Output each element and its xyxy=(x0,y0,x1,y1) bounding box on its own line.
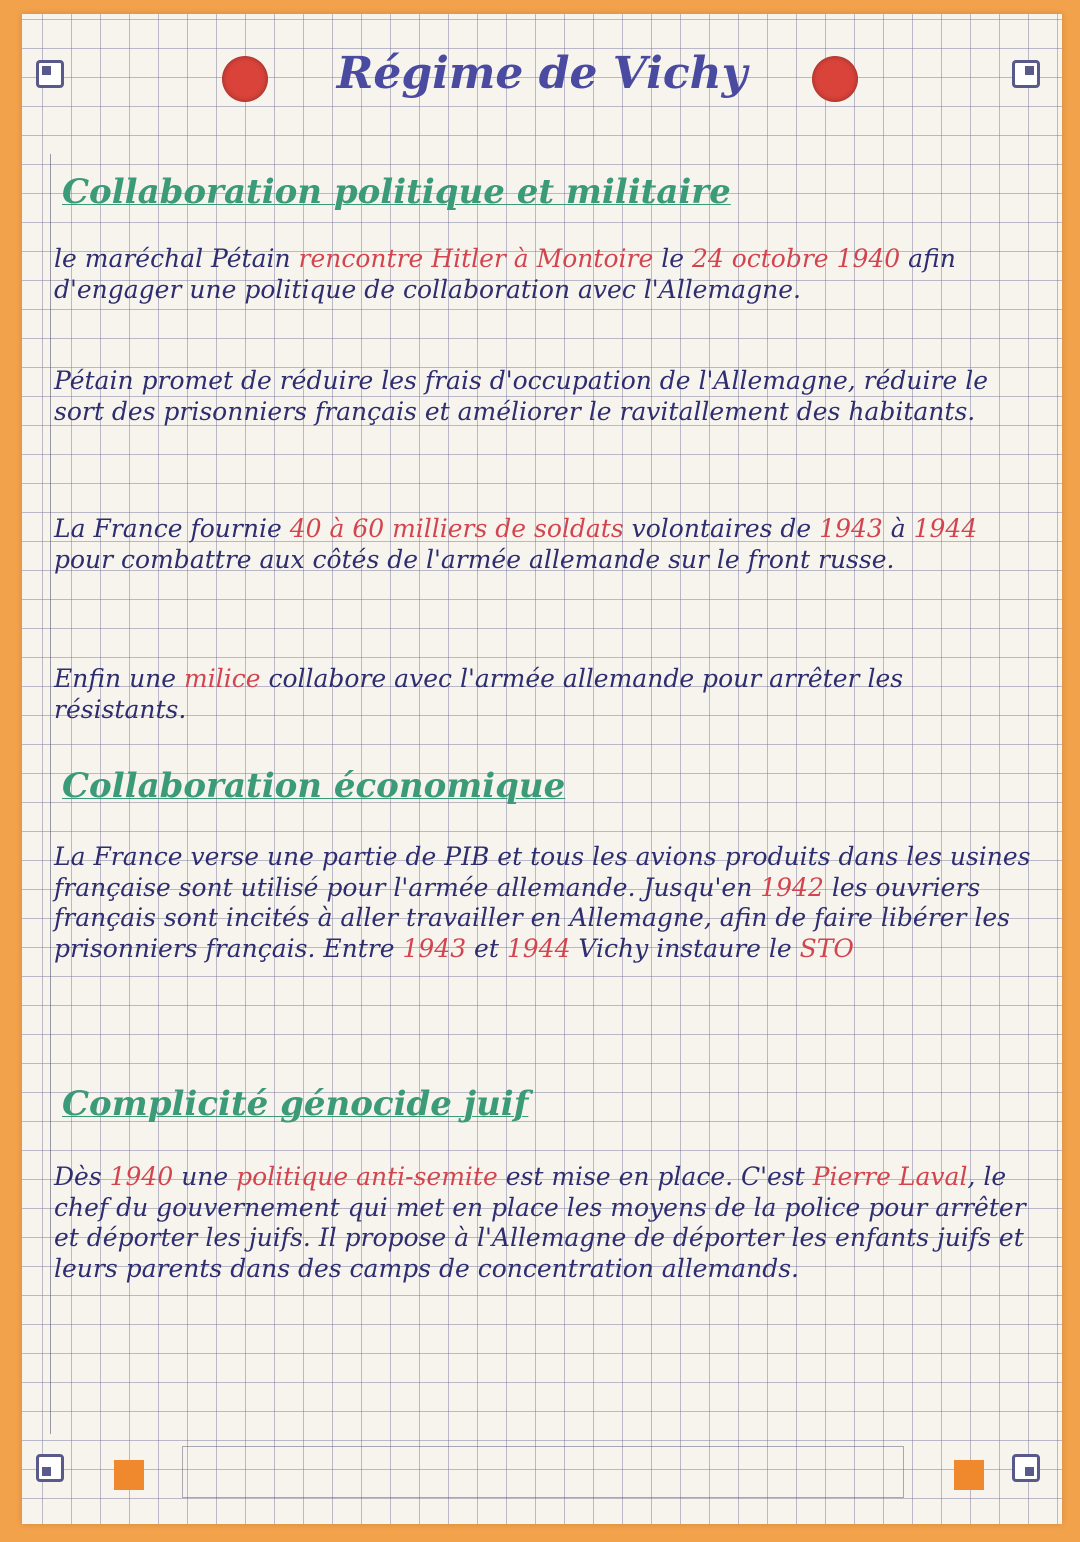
paragraph-soldats xyxy=(54,514,1039,575)
highlight-run: 1943 xyxy=(819,514,883,543)
text-run: le maréchal Pétain xyxy=(54,244,299,273)
punch-hole xyxy=(812,56,858,102)
corner-marker-icon xyxy=(1012,1454,1040,1482)
highlight-run: 1942 xyxy=(760,872,824,902)
highlight-run: 1944 xyxy=(913,514,978,543)
highlight-run: 40 à 60 milliers de soldats xyxy=(289,514,624,543)
section-heading-genocide: Complicité génocide juif xyxy=(62,1084,529,1124)
highlight-run: 1944 xyxy=(506,933,571,963)
text-run: Vichy instaure le xyxy=(570,933,800,963)
corner-marker-icon xyxy=(36,60,64,88)
highlight-run: 24 octobre 1940 xyxy=(691,244,901,273)
paragraph-promesses: Pétain promet de réduire les frais d'occupation de l'Allemagne, réduire le sort des prisonniers français et améliorer le ravitallement des habitants. xyxy=(54,366,988,426)
paragraph-milice xyxy=(54,664,1039,725)
text-run: , le chef du gouvernement qui met en place les moyens de la police pour arrêter et déporter les juifs. Il propose à l'Allemagne de déporter les enfants juifs et leurs parents dans des camps de concentration allemands. xyxy=(54,1162,1026,1283)
notebook-page xyxy=(22,14,1062,1524)
paragraph-economique xyxy=(54,842,1039,964)
section-heading-economique: Collaboration économique xyxy=(62,766,566,806)
paragraph-montoire xyxy=(54,244,1039,305)
highlight-run: politique anti-semite xyxy=(236,1162,498,1191)
orange-square-marker xyxy=(114,1460,144,1490)
corner-marker-icon xyxy=(36,1454,64,1482)
text-run: Dès xyxy=(54,1162,110,1191)
text-run: La France verse une partie de PIB et tous les avions produits dans les usines française sont utilisé pour l'armée allemande. Jusqu'en xyxy=(54,842,1031,902)
paragraph-genocide xyxy=(54,1162,1039,1284)
section-heading-politique: Collaboration politique et militaire xyxy=(62,172,731,212)
page-title: Régime de Vichy xyxy=(336,48,748,99)
text-run: et xyxy=(466,933,507,963)
text-run: pour combattre aux côtés de l'armée allemande sur le front russe. xyxy=(54,544,895,574)
text-run: afin d'engager une politique de collaboration avec l'Allemagne. xyxy=(54,244,956,304)
highlight-run: rencontre Hitler à Montoire xyxy=(298,244,654,273)
bottom-frame xyxy=(182,1446,904,1498)
text-run: à xyxy=(882,514,914,543)
text-run: La France fournie xyxy=(54,514,290,543)
text-run: une xyxy=(173,1162,237,1191)
corner-marker-icon xyxy=(1012,60,1040,88)
highlight-run: Pierre Laval xyxy=(812,1162,968,1191)
punch-hole xyxy=(222,56,268,102)
text-run: volontaires de xyxy=(623,514,820,543)
orange-square-marker xyxy=(954,1460,984,1490)
text-run: Enfin une xyxy=(54,664,185,693)
text-run: le xyxy=(653,244,692,273)
highlight-run: milice xyxy=(184,664,261,693)
margin-line xyxy=(50,154,51,1434)
text-run: est mise en place. C'est xyxy=(497,1162,813,1191)
highlight-run: STO xyxy=(799,933,854,963)
highlight-run: 1943 xyxy=(402,933,467,963)
text-run: collabore avec l'armée allemande pour arrêter les résistants. xyxy=(54,664,904,724)
highlight-run: 1940 xyxy=(109,1162,174,1191)
text-run: les ouvriers français sont incités à aller travailler en Allemagne, afin de faire libérer les prisonniers français. Entre xyxy=(54,872,1010,963)
